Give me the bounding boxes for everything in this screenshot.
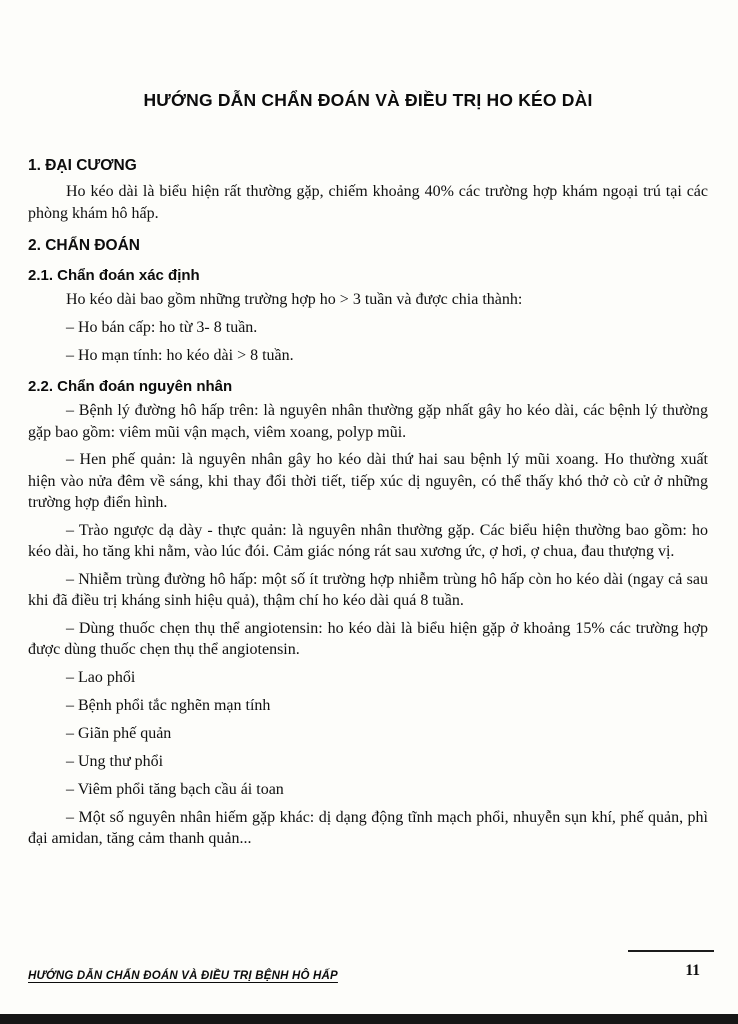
section-2-2-heading: 2.2. Chẩn đoán nguyên nhân (28, 378, 233, 395)
bullet-item: – Bệnh phổi tắc nghẽn mạn tính (66, 696, 271, 714)
footer-rule (628, 950, 714, 952)
bullet-item: – Viêm phổi tăng bạch cầu ái toan (66, 780, 284, 798)
bullet-item: – Hen phế quản: là nguyên nhân gây ho kéo dài thứ hai sau bệnh lý mũi xoang. Ho thường xuất hiện vào nửa đêm về sáng, khi thay đổi thời tiết, tiếp xúc dị nguyên, có thể thấy khó thở cò cử ở những trường hợp điển hình. (28, 451, 708, 511)
bullet-item: – Ho mạn tính: ho kéo dài > 8 tuần. (66, 346, 294, 364)
bullet-item: – Một số nguyên nhân hiếm gặp khác: dị dạng động tĩnh mạch phổi, nhuyễn sụn khí, phế quản, phì đại amidan, tăng cảm thanh quản... (28, 808, 708, 847)
section-1-paragraph: Ho kéo dài là biểu hiện rất thường gặp, chiếm khoảng 40% các trường hợp khám ngoại trú tại các phòng khám hô hấp. (28, 183, 708, 222)
scan-edge-bar (0, 1014, 738, 1024)
bullet-item: – Trào ngược dạ dày - thực quản: là nguyên nhân thường gặp. Các biểu hiện thường bao gồm: ho kéo dài, ho tăng khi nằm, vào lúc đói. Cảm giác nóng rát sau xương ức, ợ hơi, ợ chua, đau thượng vị. (28, 521, 708, 560)
bullet-item: – Bệnh lý đường hô hấp trên: là nguyên nhân thường gặp nhất gây ho kéo dài, các bệnh lý thường gặp bao gồm: viêm mũi vận mạch, viêm xoang, polyp mũi. (28, 402, 708, 441)
bullet-item: – Giãn phế quản (66, 724, 172, 742)
section-2-heading: 2. CHẨN ĐOÁN (28, 237, 140, 254)
bullet-item: – Ung thư phổi (66, 752, 164, 770)
section-2-1-heading: 2.1. Chẩn đoán xác định (28, 267, 200, 284)
page-title: HƯỚNG DẪN CHẨN ĐOÁN VÀ ĐIỀU TRỊ HO KÉO DÀI (143, 90, 593, 110)
footer-running-title: HƯỚNG DẪN CHẨN ĐOÁN VÀ ĐIỀU TRỊ BỆNH HÔ HẤP (28, 970, 338, 982)
bullet-item: – Nhiễm trùng đường hô hấp: một số ít trường hợp nhiễm trùng hô hấp còn ho kéo dài (ngay cả sau khi đã điều trị kháng sinh hiệu quả), thậm chí ho kéo dài quá 8 tuần. (28, 570, 708, 609)
section-1-heading: 1. ĐẠI CƯƠNG (28, 157, 137, 174)
bullet-item: – Ho bán cấp: ho từ 3- 8 tuần. (66, 318, 258, 336)
section-2-1-intro: Ho kéo dài bao gồm những trường hợp ho > 3 tuần và được chia thành: (66, 291, 523, 308)
page-number: 11 (685, 962, 700, 979)
bullet-item: – Dùng thuốc chẹn thụ thể angiotensin: ho kéo dài là biểu hiện gặp ở khoảng 15% các trường hợp được dùng thuốc chẹn thụ thể angiotensin. (28, 619, 708, 658)
bullet-item: – Lao phổi (66, 668, 136, 686)
